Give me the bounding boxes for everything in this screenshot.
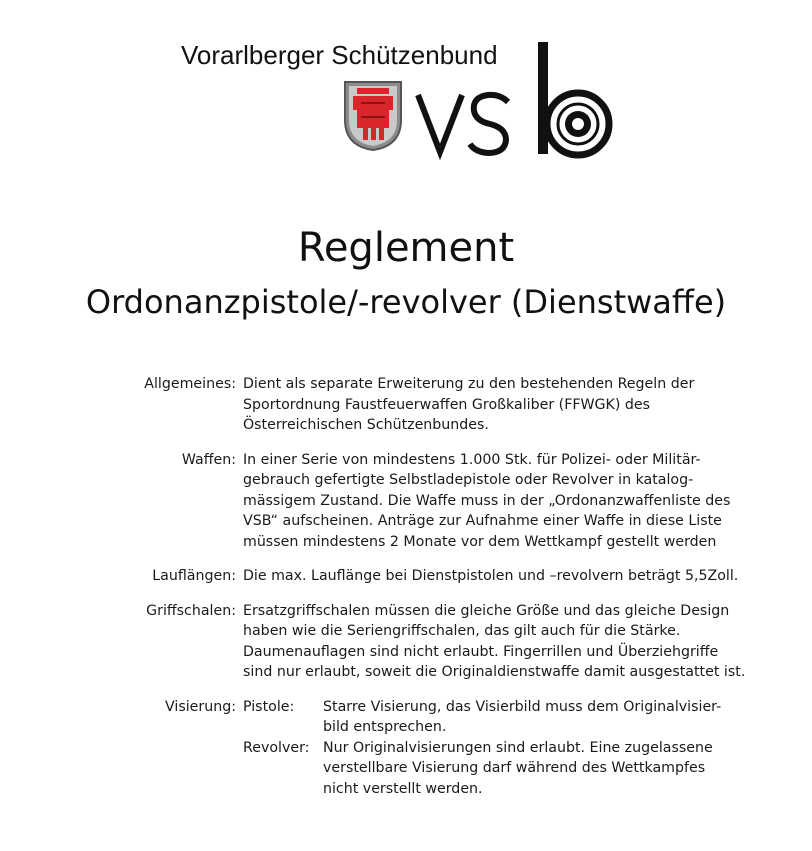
text-line: Österreichischen Schützenbundes. [243, 417, 489, 433]
text-line: mässigem Zustand. Die Waffe muss in der „Ordonanzwaffenliste des [243, 492, 731, 509]
text-line: haben wie die Seriengriffschalen, das gilt auch für die Stärke. [243, 623, 681, 639]
visierung-pistole [243, 697, 773, 738]
section-text [243, 374, 773, 436]
section-visierung [0, 697, 812, 800]
rule-sections [0, 374, 812, 813]
sub-text [323, 738, 713, 800]
text-line: Ersatzgriffschalen müssen die gleiche Größe und das gleiche Design [243, 602, 730, 619]
text-line: nicht verstellt werden. [323, 780, 483, 797]
logo-letter-s [470, 95, 508, 153]
text-line: gebrauch gefertigte Selbstladepistole oder Revolver in katalog- [243, 472, 694, 488]
target-icon [547, 93, 609, 155]
section-text [243, 601, 773, 683]
vorarlberg-coat-of-arms-icon [343, 80, 403, 152]
section-allgemeines [0, 374, 812, 436]
page-subtitle: Ordonanzpistole/-revolver (Dienstwaffe) [85, 283, 727, 321]
section-label: Lauflängen: [152, 568, 236, 584]
section-waffen [0, 450, 812, 553]
section-lauflaengen [0, 566, 812, 587]
vsb-logo-letters [410, 40, 620, 160]
text-line: Starre Visierung, das Visierbild muss dem Originalvisier- [323, 698, 722, 715]
section-text [243, 566, 773, 587]
section-text [243, 450, 773, 553]
visierung-revolver [243, 738, 773, 800]
sub-text [323, 697, 721, 738]
text-line: Dient als separate Erweiterung zu den bestehenden Regeln der [243, 376, 695, 392]
logo-org-name: Vorarlberger Schützenbund [181, 40, 498, 70]
text-line: bild entsprechen. [323, 719, 447, 735]
logo-letter-v [418, 95, 462, 152]
text-line: müssen mindestens 2 Monate vor dem Wettkampf gestellt werden [243, 533, 717, 550]
text-line: Die max. Lauflänge bei Dienstpistolen und –revolvern beträgt 5,5Zoll. [243, 568, 739, 584]
sub-label: Pistole: [243, 698, 295, 715]
text-line: verstellbare Visierung darf während des Wettkampfes [323, 760, 706, 776]
text-line: sind nur erlaubt, soweit die Originaldienstwaffe damit ausgestattet ist. [243, 664, 746, 680]
text-line: In einer Serie von mindestens 1.000 Stk. für Polizei- oder Militär- [243, 451, 701, 468]
section-label: Waffen: [181, 451, 236, 468]
section-label: Visierung: [165, 698, 236, 715]
section-griffschalen [0, 601, 812, 683]
text-line: VSB“ aufscheinen. Anträge zur Aufnahme einer Waffe in diese Liste [243, 513, 722, 529]
section-label: Allgemeines: [144, 376, 236, 392]
page-title: Reglement [297, 225, 515, 271]
text-line: Sportordnung Faustfeuerwaffen Großkaliber (FFWGK) des [243, 396, 651, 413]
text-line: Daumenauflagen sind nicht erlaubt. Fingerrillen und Überziehgriffe [243, 643, 719, 660]
section-text [243, 697, 773, 800]
section-label: Griffschalen: [146, 602, 236, 619]
text-line: Nur Originalvisierungen sind erlaubt. Eine zugelassene [323, 739, 713, 756]
sub-label: Revolver: [243, 739, 310, 756]
